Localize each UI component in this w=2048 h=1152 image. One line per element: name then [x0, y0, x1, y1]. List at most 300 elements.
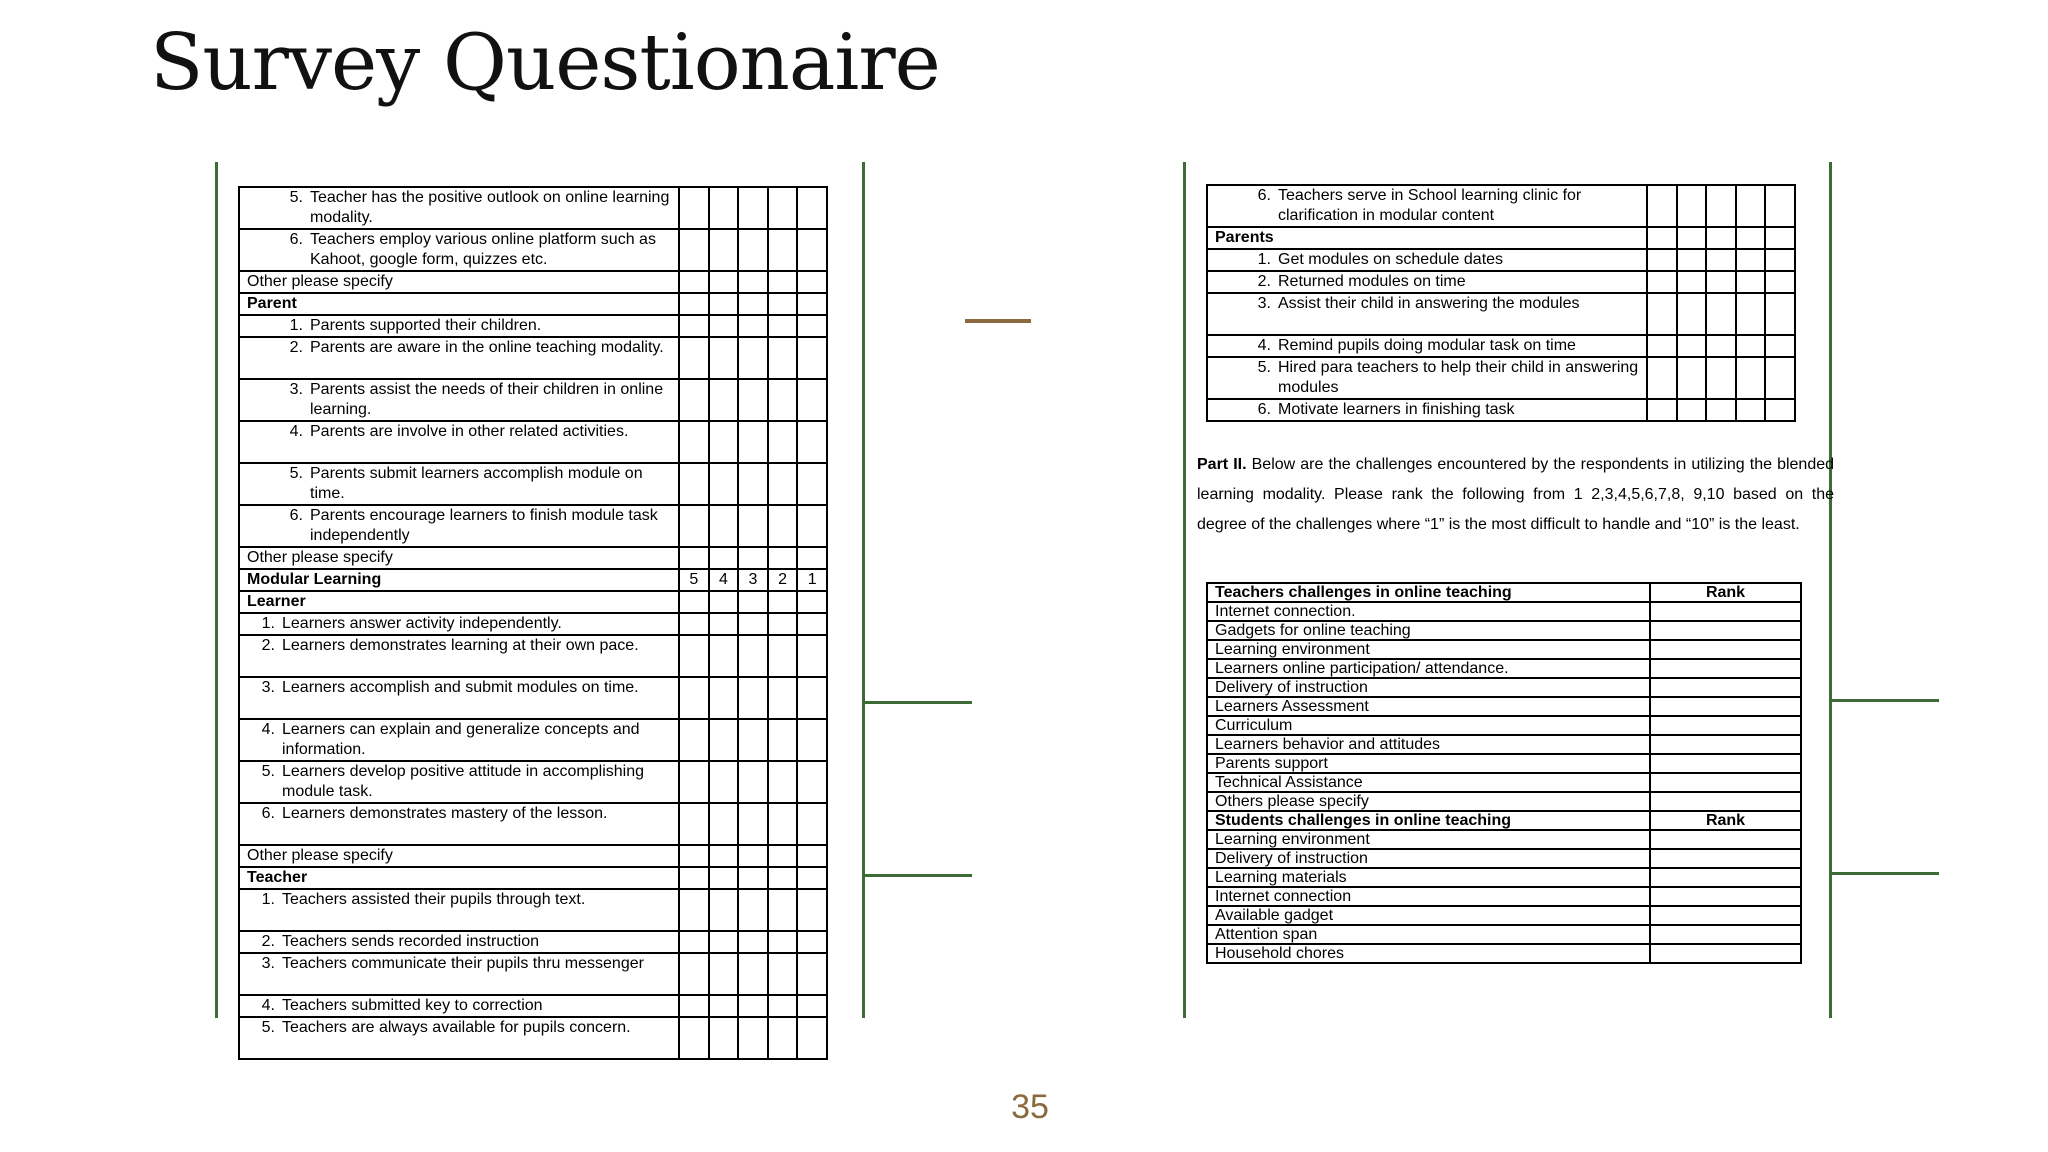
row-label	[239, 761, 679, 803]
rank-input-cell[interactable]	[1650, 659, 1801, 678]
rating-cell[interactable]	[679, 931, 709, 953]
item-number: 3.	[1257, 295, 1271, 312]
rating-cell[interactable]	[679, 613, 709, 635]
accent-dash	[965, 319, 1031, 323]
table-row	[1207, 583, 1801, 602]
rating-cell[interactable]	[709, 889, 739, 931]
rating-cell[interactable]	[768, 677, 798, 719]
row-label	[1207, 185, 1647, 227]
challenge-label: Delivery of instruction	[1207, 849, 1650, 868]
rating-cell[interactable]	[768, 505, 798, 547]
rating-cell[interactable]	[797, 187, 827, 229]
rating-cell[interactable]	[1765, 227, 1795, 249]
rating-cell[interactable]	[738, 463, 768, 505]
item-text: Get modules on schedule dates	[1278, 251, 1504, 268]
row-label	[239, 635, 679, 677]
rating-cell[interactable]	[709, 677, 739, 719]
rank-header: Rank	[1650, 583, 1801, 602]
item-text: Parents encourage learners to finish module task independently	[310, 507, 658, 544]
rank-input-cell[interactable]	[1650, 621, 1801, 640]
scale-header-cell: 5	[679, 569, 709, 591]
row-label	[239, 867, 679, 889]
row-label	[239, 889, 679, 931]
table-row	[239, 613, 827, 635]
table-row	[239, 867, 827, 889]
rating-cell[interactable]	[768, 995, 798, 1017]
table-row	[1207, 944, 1801, 963]
rank-table	[1206, 582, 1802, 964]
table-row	[239, 547, 827, 569]
rating-cell[interactable]	[797, 547, 827, 569]
rating-cell[interactable]	[768, 547, 798, 569]
rating-cell[interactable]	[679, 315, 709, 337]
rating-cell[interactable]	[709, 761, 739, 803]
item-text: Parents submit learners accomplish module on time.	[310, 465, 643, 502]
rating-cell[interactable]	[797, 867, 827, 889]
rating-cell[interactable]	[1677, 357, 1707, 399]
rating-cell[interactable]	[738, 953, 768, 995]
rating-cell[interactable]	[797, 315, 827, 337]
item-text: Parents are involve in other related activities.	[310, 423, 629, 440]
rating-cell[interactable]	[679, 229, 709, 271]
item-number: 1.	[1257, 251, 1271, 268]
rating-cell[interactable]	[797, 803, 827, 845]
rating-cell[interactable]	[1647, 357, 1677, 399]
rating-cell[interactable]	[1677, 399, 1707, 421]
item-number: 4.	[1257, 337, 1271, 354]
rank-input-cell[interactable]	[1650, 868, 1801, 887]
challenge-label: Attention span	[1207, 925, 1650, 944]
rating-cell[interactable]	[709, 995, 739, 1017]
rating-cell[interactable]	[1706, 185, 1736, 227]
rating-cell[interactable]	[709, 719, 739, 761]
rating-cell[interactable]	[768, 867, 798, 889]
rating-cell[interactable]	[797, 379, 827, 421]
rating-cell[interactable]	[709, 315, 739, 337]
rating-cell[interactable]	[679, 889, 709, 931]
rating-cell[interactable]	[679, 953, 709, 995]
rating-cell[interactable]	[738, 421, 768, 463]
rating-cell[interactable]	[1706, 357, 1736, 399]
rating-cell[interactable]	[797, 953, 827, 995]
table-row	[239, 379, 827, 421]
rank-input-cell[interactable]	[1650, 754, 1801, 773]
rating-cell[interactable]	[679, 635, 709, 677]
rating-cell[interactable]	[738, 187, 768, 229]
rating-cell[interactable]	[738, 761, 768, 803]
rating-cell[interactable]	[1706, 271, 1736, 293]
rating-cell[interactable]	[768, 931, 798, 953]
rank-input-cell[interactable]	[1650, 773, 1801, 792]
rank-input-cell[interactable]	[1650, 735, 1801, 754]
rank-input-cell[interactable]	[1650, 678, 1801, 697]
rating-cell[interactable]	[738, 1017, 768, 1059]
rating-cell[interactable]	[679, 995, 709, 1017]
table-row	[239, 337, 827, 379]
rating-cell[interactable]	[709, 421, 739, 463]
row-label	[239, 187, 679, 229]
rating-cell[interactable]	[1736, 293, 1766, 335]
rating-cell[interactable]	[1765, 335, 1795, 357]
rating-cell[interactable]	[1677, 249, 1707, 271]
rating-cell[interactable]	[797, 337, 827, 379]
rating-cell[interactable]	[679, 867, 709, 889]
rating-cell[interactable]	[768, 187, 798, 229]
table-row	[1207, 849, 1801, 868]
rating-cell[interactable]	[1765, 293, 1795, 335]
part2-instructions	[1197, 450, 1834, 540]
rank-input-cell[interactable]	[1650, 887, 1801, 906]
rating-cell[interactable]	[709, 867, 739, 889]
rank-input-cell[interactable]	[1650, 830, 1801, 849]
rating-cell[interactable]	[768, 271, 798, 293]
row-label	[1207, 227, 1647, 249]
right-connector-line-2	[1829, 872, 1939, 875]
item-number: 4.	[261, 997, 275, 1014]
rating-cell[interactable]	[768, 845, 798, 867]
table-row	[1207, 678, 1801, 697]
challenge-label: Learners online participation/ attendance.	[1207, 659, 1650, 678]
rating-cell[interactable]	[679, 421, 709, 463]
row-label	[239, 995, 679, 1017]
rating-cell[interactable]	[679, 591, 709, 613]
rank-header: Rank	[1650, 811, 1801, 830]
rating-cell[interactable]	[1677, 335, 1707, 357]
rating-cell[interactable]	[709, 613, 739, 635]
rating-cell[interactable]	[1647, 293, 1677, 335]
rating-cell[interactable]	[768, 635, 798, 677]
item-number: 1.	[261, 615, 275, 632]
rating-cell[interactable]	[679, 293, 709, 315]
table-row	[1207, 271, 1795, 293]
item-number: 6.	[1257, 401, 1271, 418]
rating-cell[interactable]	[738, 591, 768, 613]
rating-cell[interactable]	[709, 953, 739, 995]
rank-input-cell[interactable]	[1650, 925, 1801, 944]
item-text: Teacher has the positive outlook on online learning modality.	[310, 189, 670, 226]
rating-cell[interactable]	[738, 229, 768, 271]
rating-cell[interactable]	[768, 337, 798, 379]
challenge-label: Internet connection.	[1207, 602, 1650, 621]
rating-cell[interactable]	[709, 337, 739, 379]
rating-cell[interactable]	[738, 931, 768, 953]
rating-cell[interactable]	[709, 187, 739, 229]
left-frame-line-inner	[862, 162, 865, 1018]
rating-cell[interactable]	[1647, 271, 1677, 293]
item-text: Parents assist the needs of their children in online learning.	[310, 381, 664, 418]
item-number: 4.	[261, 721, 275, 738]
row-label	[239, 293, 679, 315]
challenge-label: Available gadget	[1207, 906, 1650, 925]
rating-cell[interactable]	[797, 761, 827, 803]
table-row	[239, 995, 827, 1017]
table-row	[1207, 697, 1801, 716]
rating-cell[interactable]	[738, 845, 768, 867]
rating-cell[interactable]	[679, 547, 709, 569]
rank-input-cell[interactable]	[1650, 602, 1801, 621]
item-text: Learners answer activity independently.	[282, 615, 562, 632]
rating-cell[interactable]	[709, 803, 739, 845]
rating-cell[interactable]	[738, 271, 768, 293]
row-label	[1207, 249, 1647, 271]
challenge-label: Learning environment	[1207, 640, 1650, 659]
rating-cell[interactable]	[768, 379, 798, 421]
rating-cell[interactable]	[797, 889, 827, 931]
section-heading: Learner	[247, 593, 306, 610]
item-number: 5.	[1257, 359, 1271, 376]
challenge-label: Gadgets for online teaching	[1207, 621, 1650, 640]
rating-cell[interactable]	[768, 803, 798, 845]
table-row	[239, 421, 827, 463]
rating-cell[interactable]	[738, 803, 768, 845]
rating-cell[interactable]	[1647, 249, 1677, 271]
section-heading: Parent	[247, 295, 297, 312]
rating-cell[interactable]	[797, 271, 827, 293]
table-row	[1207, 621, 1801, 640]
rating-cell[interactable]	[1736, 357, 1766, 399]
table-row	[239, 803, 827, 845]
table-row	[1207, 887, 1801, 906]
rating-cell[interactable]	[1736, 249, 1766, 271]
row-text: Other please specify	[247, 847, 393, 864]
rating-cell[interactable]	[797, 995, 827, 1017]
rating-cell[interactable]	[1765, 185, 1795, 227]
rating-cell[interactable]	[797, 1017, 827, 1059]
rating-cell[interactable]	[1736, 399, 1766, 421]
rating-cell[interactable]	[797, 421, 827, 463]
rating-cell[interactable]	[1677, 227, 1707, 249]
rating-cell[interactable]	[768, 1017, 798, 1059]
rating-cell[interactable]	[738, 613, 768, 635]
rating-cell[interactable]	[1647, 399, 1677, 421]
rating-cell[interactable]	[679, 719, 709, 761]
item-text: Remind pupils doing modular task on time	[1278, 337, 1576, 354]
rating-cell[interactable]	[738, 337, 768, 379]
rating-cell[interactable]	[709, 547, 739, 569]
rating-cell[interactable]	[738, 889, 768, 931]
row-label	[239, 845, 679, 867]
table-row	[1207, 830, 1801, 849]
table-row	[239, 591, 827, 613]
row-label	[1207, 357, 1647, 399]
table-row	[239, 505, 827, 547]
rating-cell[interactable]	[1706, 399, 1736, 421]
rating-cell[interactable]	[679, 803, 709, 845]
rating-cell[interactable]	[797, 591, 827, 613]
rank-input-cell[interactable]	[1650, 716, 1801, 735]
row-label	[239, 803, 679, 845]
table-row	[239, 635, 827, 677]
rating-cell[interactable]	[1706, 335, 1736, 357]
table-row	[1207, 249, 1795, 271]
row-label	[239, 677, 679, 719]
right-frame-line-inner	[1829, 162, 1832, 1018]
rating-cell[interactable]	[679, 187, 709, 229]
rating-cell[interactable]	[738, 379, 768, 421]
item-text: Teachers communicate their pupils thru messenger	[282, 955, 644, 972]
rating-cell[interactable]	[1706, 293, 1736, 335]
table-row	[1207, 868, 1801, 887]
rating-cell[interactable]	[1765, 249, 1795, 271]
rank-input-cell[interactable]	[1650, 944, 1801, 963]
rating-cell[interactable]	[768, 613, 798, 635]
item-text: Teachers employ various online platform such as Kahoot, google form, quizzes etc.	[310, 231, 656, 268]
rating-cell[interactable]	[738, 293, 768, 315]
rating-cell[interactable]	[768, 953, 798, 995]
item-number: 5.	[289, 189, 303, 206]
table-row	[239, 271, 827, 293]
rank-input-cell[interactable]	[1650, 906, 1801, 925]
rating-cell[interactable]	[709, 505, 739, 547]
rating-cell[interactable]	[797, 293, 827, 315]
part2-label: Part II.	[1197, 456, 1247, 473]
right-connector-line-1	[1829, 699, 1939, 702]
item-number: 6.	[289, 507, 303, 524]
rating-cell[interactable]	[797, 931, 827, 953]
rating-cell[interactable]	[738, 505, 768, 547]
rating-cell[interactable]	[679, 379, 709, 421]
rating-cell[interactable]	[797, 845, 827, 867]
rating-cell[interactable]	[768, 591, 798, 613]
challenge-label: Household chores	[1207, 944, 1650, 963]
table-row	[239, 931, 827, 953]
rating-cell[interactable]	[1736, 335, 1766, 357]
left-survey-table	[238, 186, 828, 1060]
left-connector-line-1	[862, 701, 972, 704]
row-label	[239, 719, 679, 761]
table-row	[239, 677, 827, 719]
rating-cell[interactable]	[738, 867, 768, 889]
rating-cell[interactable]	[738, 719, 768, 761]
item-text: Teachers sends recorded instruction	[282, 933, 540, 950]
section-heading: Modular Learning	[247, 571, 382, 588]
rating-cell[interactable]	[709, 635, 739, 677]
rating-cell[interactable]	[709, 293, 739, 315]
rating-cell[interactable]	[768, 229, 798, 271]
rating-cell[interactable]	[1765, 271, 1795, 293]
rating-cell[interactable]	[1647, 227, 1677, 249]
rating-cell[interactable]	[1647, 335, 1677, 357]
rating-cell[interactable]	[1677, 185, 1707, 227]
rating-cell[interactable]	[1706, 249, 1736, 271]
rating-cell[interactable]	[679, 1017, 709, 1059]
right-survey-table	[1206, 184, 1796, 422]
rating-cell[interactable]	[768, 421, 798, 463]
rating-cell[interactable]	[1647, 185, 1677, 227]
row-label	[239, 229, 679, 271]
rating-cell[interactable]	[738, 995, 768, 1017]
item-text: Learners develop positive attitude in accomplishing module task.	[282, 763, 644, 800]
rating-cell[interactable]	[738, 635, 768, 677]
section-heading: Parents	[1215, 229, 1274, 246]
rating-cell[interactable]	[797, 229, 827, 271]
item-number: 6.	[289, 231, 303, 248]
table-row	[1207, 185, 1795, 227]
rating-cell[interactable]	[1706, 227, 1736, 249]
rating-cell[interactable]	[679, 337, 709, 379]
rating-cell[interactable]	[1765, 357, 1795, 399]
rating-cell[interactable]	[1736, 185, 1766, 227]
table-row	[1207, 754, 1801, 773]
rating-cell[interactable]	[797, 505, 827, 547]
rating-cell[interactable]	[709, 271, 739, 293]
rating-cell[interactable]	[738, 547, 768, 569]
table-row	[239, 229, 827, 271]
rating-cell[interactable]	[738, 315, 768, 337]
challenge-label: Internet connection	[1207, 887, 1650, 906]
table-row	[239, 761, 827, 803]
rating-cell[interactable]	[768, 315, 798, 337]
rating-cell[interactable]	[679, 677, 709, 719]
rating-cell[interactable]	[679, 845, 709, 867]
rating-cell[interactable]	[797, 635, 827, 677]
rating-cell[interactable]	[1736, 227, 1766, 249]
rating-cell[interactable]	[709, 845, 739, 867]
rating-cell[interactable]	[709, 463, 739, 505]
item-text: Teachers assisted their pupils through text.	[282, 891, 586, 908]
rating-cell[interactable]	[1765, 399, 1795, 421]
rating-cell[interactable]	[709, 229, 739, 271]
rating-cell[interactable]	[709, 591, 739, 613]
item-text: Parents supported their children.	[310, 317, 542, 334]
rating-cell[interactable]	[1677, 271, 1707, 293]
row-label	[239, 505, 679, 547]
rank-input-cell[interactable]	[1650, 640, 1801, 659]
challenge-label: Learning environment	[1207, 830, 1650, 849]
item-number: 1.	[289, 317, 303, 334]
rating-cell[interactable]	[709, 379, 739, 421]
rank-section-heading: Students challenges in online teaching	[1207, 811, 1650, 830]
table-row	[1207, 227, 1795, 249]
rating-cell[interactable]	[1736, 271, 1766, 293]
rank-input-cell[interactable]	[1650, 792, 1801, 811]
challenge-label: Learners Assessment	[1207, 697, 1650, 716]
rating-cell[interactable]	[797, 613, 827, 635]
rating-cell[interactable]	[797, 677, 827, 719]
rank-input-cell[interactable]	[1650, 849, 1801, 868]
rating-cell[interactable]	[1677, 293, 1707, 335]
rating-cell[interactable]	[709, 931, 739, 953]
rating-cell[interactable]	[709, 1017, 739, 1059]
row-label	[239, 613, 679, 635]
item-number: 3.	[261, 679, 275, 696]
table-row	[1207, 906, 1801, 925]
rating-cell[interactable]	[679, 761, 709, 803]
rating-cell[interactable]	[679, 271, 709, 293]
rating-cell[interactable]	[679, 505, 709, 547]
table-row	[1207, 640, 1801, 659]
item-text: Returned modules on time	[1278, 273, 1466, 290]
row-label	[239, 379, 679, 421]
rating-cell[interactable]	[797, 463, 827, 505]
rating-cell[interactable]	[768, 719, 798, 761]
rank-input-cell[interactable]	[1650, 697, 1801, 716]
rating-cell[interactable]	[768, 889, 798, 931]
challenge-label: Delivery of instruction	[1207, 678, 1650, 697]
rating-cell[interactable]	[797, 719, 827, 761]
rating-cell[interactable]	[738, 677, 768, 719]
item-number: 3.	[261, 955, 275, 972]
rank-section-heading: Teachers challenges in online teaching	[1207, 583, 1650, 602]
table-row	[239, 293, 827, 315]
item-text: Teachers serve in School learning clinic for clarification in modular content	[1278, 187, 1582, 224]
rating-cell[interactable]	[768, 293, 798, 315]
challenge-label: Technical Assistance	[1207, 773, 1650, 792]
rating-cell[interactable]	[679, 463, 709, 505]
rating-cell[interactable]	[768, 761, 798, 803]
rating-cell[interactable]	[768, 463, 798, 505]
row-label	[239, 591, 679, 613]
